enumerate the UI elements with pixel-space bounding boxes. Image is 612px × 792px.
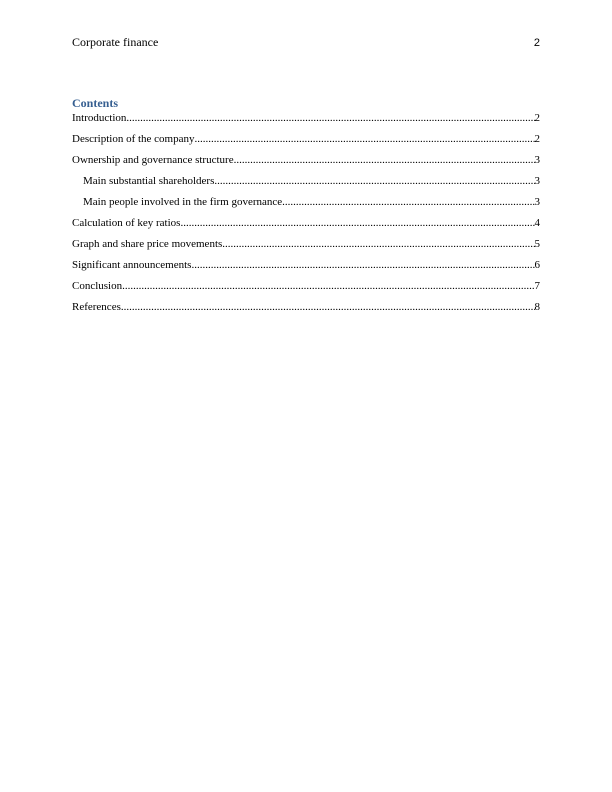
toc-entry-description-of-the-company[interactable] bbox=[72, 133, 540, 154]
toc-entry-references[interactable] bbox=[72, 301, 540, 322]
toc-dot-leader bbox=[222, 238, 534, 251]
toc-dot-leader bbox=[191, 259, 534, 272]
toc-entry-page: 8 bbox=[534, 301, 540, 313]
toc-entry-page: 5 bbox=[534, 238, 540, 250]
toc-entry-label: Main substantial shareholders bbox=[83, 175, 215, 187]
toc-dot-leader bbox=[214, 175, 534, 188]
toc-dot-leader bbox=[234, 154, 535, 167]
toc-dot-leader bbox=[126, 112, 534, 125]
toc-entry-page: 3 bbox=[534, 175, 540, 187]
toc-entry-introduction[interactable] bbox=[72, 112, 540, 133]
toc-entry-page: 3 bbox=[534, 196, 540, 208]
running-header-page-number: 2 bbox=[533, 37, 540, 49]
toc-dot-leader bbox=[282, 196, 534, 209]
toc-dot-leader bbox=[121, 301, 535, 314]
toc-entry-label: References bbox=[72, 301, 121, 313]
toc-entry-page: 7 bbox=[534, 280, 540, 292]
toc-entry-conclusion[interactable] bbox=[72, 280, 540, 301]
toc-entry-significant-announcements[interactable] bbox=[72, 259, 540, 280]
toc-entry-label: Graph and share price movements bbox=[72, 238, 223, 250]
toc-entry-label: Main people involved in the firm governance bbox=[83, 196, 283, 208]
toc-entry-page: 2 bbox=[534, 112, 540, 124]
toc-heading: Contents bbox=[72, 96, 119, 110]
toc-entry-ownership-and-governance[interactable] bbox=[72, 154, 540, 175]
toc-entry-page: 6 bbox=[534, 259, 540, 271]
toc-entry-calculation-of-key-ratios[interactable] bbox=[72, 217, 540, 238]
toc-entry-label: Conclusion bbox=[72, 280, 123, 292]
toc-entry-label: Introduction bbox=[72, 112, 127, 124]
toc-entry-page: 2 bbox=[534, 133, 540, 145]
toc-entry-label: Ownership and governance structure bbox=[72, 154, 234, 166]
toc-dot-leader bbox=[122, 280, 534, 293]
toc-entry-graph-and-share-price[interactable] bbox=[72, 238, 540, 259]
toc-dot-leader bbox=[180, 217, 534, 230]
toc-dot-leader bbox=[195, 133, 535, 146]
toc-entry-page: 4 bbox=[534, 217, 540, 229]
table-of-contents bbox=[72, 112, 540, 322]
running-header-title: Corporate finance bbox=[72, 35, 159, 49]
toc-entry-main-people-governance[interactable] bbox=[72, 196, 540, 217]
toc-entry-label: Significant announcements bbox=[72, 259, 192, 271]
toc-entry-label: Description of the company bbox=[72, 133, 195, 145]
toc-entry-label: Calculation of key ratios bbox=[72, 217, 181, 229]
toc-entry-page: 3 bbox=[534, 154, 540, 166]
toc-entry-main-substantial-shareholders[interactable] bbox=[72, 175, 540, 196]
